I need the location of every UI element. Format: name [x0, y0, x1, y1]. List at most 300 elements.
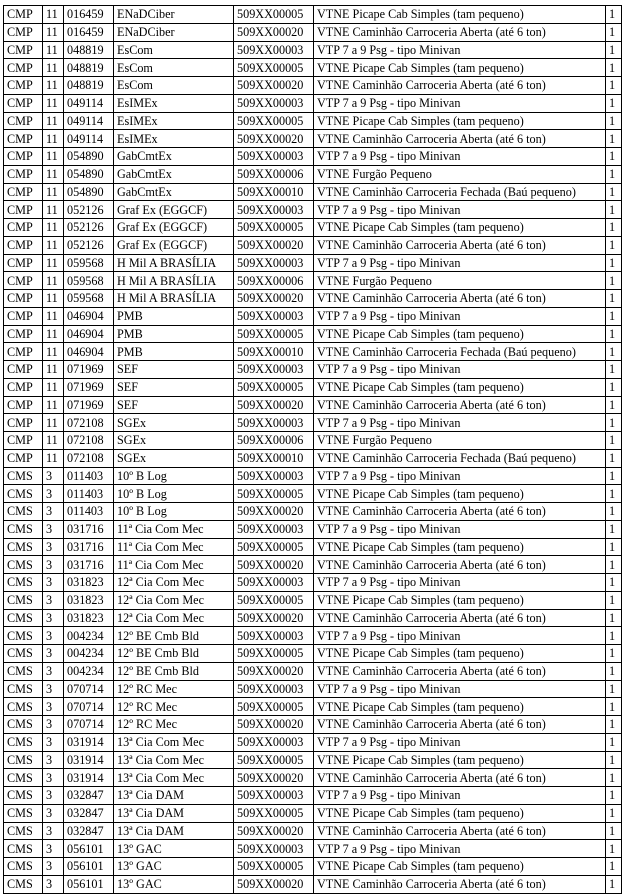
unit-name-cell: Graf Ex (EGGCF): [114, 219, 234, 237]
table-row: [4, 627, 622, 645]
item-code-cell: 509XX00003: [234, 307, 314, 325]
unit-name-cell: 11ª Cia Com Mec: [114, 520, 234, 538]
item-code-cell: 509XX00003: [234, 254, 314, 272]
unit-name-cell: 13ª Cia DAM: [114, 804, 234, 822]
unit-name-cell: 12º RC Mec: [114, 698, 234, 716]
unit-code-cell: 032847: [64, 787, 114, 805]
vehicle-description-cell: VTNE Caminhão Carroceria Aberta (até 6 ton): [314, 769, 606, 787]
quantity-cell: 1: [606, 449, 622, 467]
quantity-cell: 1: [606, 556, 622, 574]
unit-name-cell: 12º BE Cmb Bld: [114, 645, 234, 663]
vehicle-description-cell: VTP 7 a 9 Psg - tipo Minivan: [314, 467, 606, 485]
vehicle-description-cell: VTNE Caminhão Carroceria Aberta (até 6 ton): [314, 503, 606, 521]
table-row: [4, 787, 622, 805]
item-code-cell: 509XX00003: [234, 840, 314, 858]
region-cell: 3: [43, 698, 64, 716]
region-cell: 3: [43, 538, 64, 556]
region-cell: 11: [43, 396, 64, 414]
quantity-cell: 1: [606, 538, 622, 556]
command-cell: CMP: [4, 6, 43, 24]
region-cell: 3: [43, 716, 64, 734]
command-cell: CMS: [4, 840, 43, 858]
quantity-cell: 1: [606, 432, 622, 450]
quantity-cell: 1: [606, 858, 622, 876]
unit-name-cell: 13ª Cia Com Mec: [114, 769, 234, 787]
quantity-cell: 1: [606, 343, 622, 361]
unit-name-cell: ENaDCiber: [114, 6, 234, 24]
command-cell: CMS: [4, 485, 43, 503]
vehicle-description-cell: VTNE Picape Cab Simples (tam pequeno): [314, 485, 606, 503]
command-cell: CMS: [4, 804, 43, 822]
command-cell: CMP: [4, 59, 43, 77]
vehicle-description-cell: VTP 7 a 9 Psg - tipo Minivan: [314, 94, 606, 112]
unit-code-cell: 031823: [64, 609, 114, 627]
item-code-cell: 509XX00020: [234, 875, 314, 893]
vehicle-description-cell: VTNE Caminhão Carroceria Aberta (até 6 ton): [314, 716, 606, 734]
vehicle-description-cell: VTP 7 a 9 Psg - tipo Minivan: [314, 254, 606, 272]
region-cell: 3: [43, 591, 64, 609]
unit-code-cell: 031716: [64, 538, 114, 556]
vehicle-description-cell: VTP 7 a 9 Psg - tipo Minivan: [314, 361, 606, 379]
unit-name-cell: SGEx: [114, 449, 234, 467]
quantity-cell: 1: [606, 520, 622, 538]
unit-code-cell: 032847: [64, 822, 114, 840]
vehicle-description-cell: VTNE Caminhão Carroceria Aberta (até 6 ton): [314, 23, 606, 41]
table-row: [4, 254, 622, 272]
quantity-cell: 1: [606, 201, 622, 219]
unit-code-cell: 011403: [64, 467, 114, 485]
quantity-cell: 1: [606, 503, 622, 521]
unit-code-cell: 059568: [64, 254, 114, 272]
command-cell: CMS: [4, 751, 43, 769]
table-row: [4, 396, 622, 414]
unit-code-cell: 072108: [64, 449, 114, 467]
table-row: [4, 6, 622, 24]
table-row: [4, 449, 622, 467]
command-cell: CMS: [4, 520, 43, 538]
command-cell: CMS: [4, 769, 43, 787]
unit-code-cell: 046904: [64, 325, 114, 343]
unit-code-cell: 011403: [64, 503, 114, 521]
quantity-cell: 1: [606, 485, 622, 503]
item-code-cell: 509XX00020: [234, 236, 314, 254]
unit-name-cell: SEF: [114, 396, 234, 414]
quantity-cell: 1: [606, 290, 622, 308]
quantity-cell: 1: [606, 574, 622, 592]
unit-code-cell: 070714: [64, 716, 114, 734]
vehicle-description-cell: VTNE Caminhão Carroceria Aberta (até 6 ton): [314, 290, 606, 308]
quantity-cell: 1: [606, 23, 622, 41]
unit-code-cell: 054890: [64, 165, 114, 183]
command-cell: CMP: [4, 449, 43, 467]
unit-name-cell: 13ª Cia Com Mec: [114, 751, 234, 769]
region-cell: 11: [43, 201, 64, 219]
item-code-cell: 509XX00020: [234, 290, 314, 308]
region-cell: 11: [43, 112, 64, 130]
item-code-cell: 509XX00005: [234, 219, 314, 237]
item-code-cell: 509XX00003: [234, 148, 314, 166]
quantity-cell: 1: [606, 662, 622, 680]
region-cell: 3: [43, 769, 64, 787]
unit-code-cell: 056101: [64, 875, 114, 893]
table-row: [4, 59, 622, 77]
table-row: [4, 485, 622, 503]
unit-name-cell: 13º GAC: [114, 858, 234, 876]
item-code-cell: 509XX00003: [234, 94, 314, 112]
unit-code-cell: 070714: [64, 680, 114, 698]
item-code-cell: 509XX00003: [234, 41, 314, 59]
vehicle-allocation-table: [3, 5, 622, 894]
table-row: [4, 520, 622, 538]
vehicle-description-cell: VTNE Picape Cab Simples (tam pequeno): [314, 591, 606, 609]
unit-code-cell: 031716: [64, 556, 114, 574]
unit-name-cell: H Mil A BRASÍLIA: [114, 254, 234, 272]
command-cell: CMP: [4, 77, 43, 95]
quantity-cell: 1: [606, 94, 622, 112]
vehicle-description-cell: VTNE Caminhão Carroceria Aberta (até 6 ton): [314, 662, 606, 680]
vehicle-description-cell: VTNE Picape Cab Simples (tam pequeno): [314, 325, 606, 343]
item-code-cell: 509XX00020: [234, 77, 314, 95]
command-cell: CMP: [4, 396, 43, 414]
command-cell: CMP: [4, 361, 43, 379]
region-cell: 3: [43, 751, 64, 769]
item-code-cell: 509XX00020: [234, 769, 314, 787]
vehicle-description-cell: VTNE Picape Cab Simples (tam pequeno): [314, 751, 606, 769]
region-cell: 11: [43, 378, 64, 396]
unit-name-cell: 10º B Log: [114, 503, 234, 521]
table-row: [4, 698, 622, 716]
table-row: [4, 201, 622, 219]
region-cell: 11: [43, 254, 64, 272]
vehicle-description-cell: VTNE Furgão Pequeno: [314, 165, 606, 183]
quantity-cell: 1: [606, 822, 622, 840]
command-cell: CMP: [4, 325, 43, 343]
unit-code-cell: 046904: [64, 307, 114, 325]
unit-code-cell: 031716: [64, 520, 114, 538]
command-cell: CMS: [4, 627, 43, 645]
unit-code-cell: 049114: [64, 94, 114, 112]
region-cell: 11: [43, 6, 64, 24]
region-cell: 11: [43, 219, 64, 237]
unit-name-cell: EsIMEx: [114, 112, 234, 130]
region-cell: 3: [43, 645, 64, 663]
table-row: [4, 609, 622, 627]
command-cell: CMS: [4, 556, 43, 574]
unit-name-cell: 11ª Cia Com Mec: [114, 538, 234, 556]
table-row: [4, 112, 622, 130]
vehicle-description-cell: VTP 7 a 9 Psg - tipo Minivan: [314, 201, 606, 219]
item-code-cell: 509XX00020: [234, 23, 314, 41]
unit-name-cell: SGEx: [114, 432, 234, 450]
region-cell: 11: [43, 307, 64, 325]
quantity-cell: 1: [606, 130, 622, 148]
table-row: [4, 858, 622, 876]
table-row: [4, 414, 622, 432]
item-code-cell: 509XX00003: [234, 467, 314, 485]
region-cell: 11: [43, 94, 64, 112]
quantity-cell: 1: [606, 733, 622, 751]
vehicle-description-cell: VTNE Picape Cab Simples (tam pequeno): [314, 219, 606, 237]
table-row: [4, 325, 622, 343]
region-cell: 11: [43, 290, 64, 308]
command-cell: CMS: [4, 698, 43, 716]
unit-code-cell: 048819: [64, 77, 114, 95]
unit-code-cell: 031914: [64, 769, 114, 787]
table-row: [4, 378, 622, 396]
region-cell: 3: [43, 467, 64, 485]
unit-code-cell: 031914: [64, 733, 114, 751]
unit-name-cell: SEF: [114, 378, 234, 396]
vehicle-description-cell: VTNE Picape Cab Simples (tam pequeno): [314, 698, 606, 716]
item-code-cell: 509XX00006: [234, 432, 314, 450]
command-cell: CMS: [4, 574, 43, 592]
unit-code-cell: 054890: [64, 148, 114, 166]
quantity-cell: 1: [606, 769, 622, 787]
table-row: [4, 503, 622, 521]
quantity-cell: 1: [606, 59, 622, 77]
vehicle-description-cell: VTP 7 a 9 Psg - tipo Minivan: [314, 41, 606, 59]
command-cell: CMS: [4, 503, 43, 521]
unit-code-cell: 059568: [64, 272, 114, 290]
table-row: [4, 840, 622, 858]
vehicle-description-cell: VTNE Picape Cab Simples (tam pequeno): [314, 378, 606, 396]
table-row: [4, 23, 622, 41]
vehicle-description-cell: VTNE Caminhão Carroceria Fechada (Baú pequeno): [314, 183, 606, 201]
unit-name-cell: Graf Ex (EGGCF): [114, 201, 234, 219]
table-row: [4, 41, 622, 59]
table-row: [4, 432, 622, 450]
table-row: [4, 875, 622, 893]
item-code-cell: 509XX00020: [234, 396, 314, 414]
item-code-cell: 509XX00003: [234, 201, 314, 219]
item-code-cell: 509XX00020: [234, 822, 314, 840]
command-cell: CMS: [4, 591, 43, 609]
quantity-cell: 1: [606, 591, 622, 609]
quantity-cell: 1: [606, 680, 622, 698]
region-cell: 3: [43, 609, 64, 627]
unit-code-cell: 071969: [64, 361, 114, 379]
quantity-cell: 1: [606, 840, 622, 858]
region-cell: 3: [43, 662, 64, 680]
command-cell: CMS: [4, 822, 43, 840]
quantity-cell: 1: [606, 361, 622, 379]
unit-code-cell: 011403: [64, 485, 114, 503]
vehicle-description-cell: VTNE Picape Cab Simples (tam pequeno): [314, 112, 606, 130]
vehicle-description-cell: VTNE Caminhão Carroceria Aberta (até 6 ton): [314, 556, 606, 574]
vehicle-description-cell: VTP 7 a 9 Psg - tipo Minivan: [314, 787, 606, 805]
table-row: [4, 307, 622, 325]
quantity-cell: 1: [606, 236, 622, 254]
item-code-cell: 509XX00020: [234, 503, 314, 521]
vehicle-description-cell: VTNE Furgão Pequeno: [314, 432, 606, 450]
item-code-cell: 509XX00003: [234, 520, 314, 538]
quantity-cell: 1: [606, 325, 622, 343]
region-cell: 11: [43, 23, 64, 41]
region-cell: 3: [43, 733, 64, 751]
vehicle-description-cell: VTNE Caminhão Carroceria Fechada (Baú pequeno): [314, 449, 606, 467]
unit-code-cell: 031823: [64, 574, 114, 592]
command-cell: CMP: [4, 290, 43, 308]
table-row: [4, 822, 622, 840]
unit-code-cell: 071969: [64, 396, 114, 414]
unit-code-cell: 004234: [64, 645, 114, 663]
unit-name-cell: 12º BE Cmb Bld: [114, 662, 234, 680]
unit-name-cell: H Mil A BRASÍLIA: [114, 272, 234, 290]
command-cell: CMP: [4, 343, 43, 361]
quantity-cell: 1: [606, 875, 622, 893]
unit-name-cell: 12ª Cia Com Mec: [114, 609, 234, 627]
table-row: [4, 290, 622, 308]
quantity-cell: 1: [606, 6, 622, 24]
table-row: [4, 165, 622, 183]
item-code-cell: 509XX00020: [234, 556, 314, 574]
table-row: [4, 556, 622, 574]
region-cell: 11: [43, 414, 64, 432]
region-cell: 3: [43, 520, 64, 538]
vehicle-description-cell: VTNE Picape Cab Simples (tam pequeno): [314, 645, 606, 663]
unit-name-cell: GabCmtEx: [114, 165, 234, 183]
unit-code-cell: 048819: [64, 59, 114, 77]
region-cell: 3: [43, 787, 64, 805]
item-code-cell: 509XX00006: [234, 272, 314, 290]
unit-code-cell: 056101: [64, 840, 114, 858]
table-row: [4, 591, 622, 609]
vehicle-description-cell: VTNE Picape Cab Simples (tam pequeno): [314, 59, 606, 77]
region-cell: 11: [43, 449, 64, 467]
unit-name-cell: SEF: [114, 361, 234, 379]
item-code-cell: 509XX00005: [234, 858, 314, 876]
table-row: [4, 361, 622, 379]
vehicle-description-cell: VTP 7 a 9 Psg - tipo Minivan: [314, 148, 606, 166]
item-code-cell: 509XX00006: [234, 165, 314, 183]
command-cell: CMP: [4, 23, 43, 41]
quantity-cell: 1: [606, 716, 622, 734]
table-row: [4, 130, 622, 148]
unit-name-cell: PMB: [114, 343, 234, 361]
region-cell: 11: [43, 236, 64, 254]
vehicle-description-cell: VTP 7 a 9 Psg - tipo Minivan: [314, 680, 606, 698]
command-cell: CMP: [4, 254, 43, 272]
vehicle-description-cell: VTNE Caminhão Carroceria Aberta (até 6 ton): [314, 77, 606, 95]
region-cell: 11: [43, 130, 64, 148]
command-cell: CMP: [4, 130, 43, 148]
unit-code-cell: 016459: [64, 6, 114, 24]
unit-name-cell: EsIMEx: [114, 130, 234, 148]
unit-code-cell: 056101: [64, 858, 114, 876]
quantity-cell: 1: [606, 272, 622, 290]
region-cell: 11: [43, 432, 64, 450]
vehicle-description-cell: VTNE Caminhão Carroceria Aberta (até 6 ton): [314, 822, 606, 840]
item-code-cell: 509XX00003: [234, 733, 314, 751]
region-cell: 11: [43, 343, 64, 361]
quantity-cell: 1: [606, 609, 622, 627]
quantity-cell: 1: [606, 307, 622, 325]
command-cell: CMP: [4, 148, 43, 166]
table-row: [4, 769, 622, 787]
unit-code-cell: 031823: [64, 591, 114, 609]
table-row: [4, 538, 622, 556]
vehicle-description-cell: VTNE Caminhão Carroceria Aberta (até 6 ton): [314, 396, 606, 414]
command-cell: CMS: [4, 858, 43, 876]
command-cell: CMP: [4, 236, 43, 254]
quantity-cell: 1: [606, 645, 622, 663]
command-cell: CMP: [4, 307, 43, 325]
region-cell: 3: [43, 503, 64, 521]
region-cell: 11: [43, 59, 64, 77]
vehicle-description-cell: VTP 7 a 9 Psg - tipo Minivan: [314, 840, 606, 858]
command-cell: CMS: [4, 787, 43, 805]
command-cell: CMP: [4, 219, 43, 237]
unit-name-cell: 12º RC Mec: [114, 680, 234, 698]
unit-code-cell: 052126: [64, 236, 114, 254]
unit-name-cell: EsCom: [114, 59, 234, 77]
unit-code-cell: 059568: [64, 290, 114, 308]
item-code-cell: 509XX00005: [234, 538, 314, 556]
unit-name-cell: 11ª Cia Com Mec: [114, 556, 234, 574]
unit-code-cell: 046904: [64, 343, 114, 361]
unit-name-cell: SGEx: [114, 414, 234, 432]
table-body: [4, 6, 622, 894]
table-row: [4, 94, 622, 112]
vehicle-description-cell: VTNE Caminhão Carroceria Aberta (até 6 ton): [314, 875, 606, 893]
vehicle-description-cell: VTNE Picape Cab Simples (tam pequeno): [314, 6, 606, 24]
vehicle-description-cell: VTP 7 a 9 Psg - tipo Minivan: [314, 414, 606, 432]
item-code-cell: 509XX00005: [234, 804, 314, 822]
vehicle-description-cell: VTP 7 a 9 Psg - tipo Minivan: [314, 627, 606, 645]
table-row: [4, 219, 622, 237]
item-code-cell: 509XX00003: [234, 627, 314, 645]
region-cell: 11: [43, 41, 64, 59]
quantity-cell: 1: [606, 804, 622, 822]
command-cell: CMP: [4, 112, 43, 130]
table-row: [4, 77, 622, 95]
table-row: [4, 343, 622, 361]
region-cell: 11: [43, 361, 64, 379]
table-row: [4, 680, 622, 698]
table-row: [4, 183, 622, 201]
unit-code-cell: 072108: [64, 414, 114, 432]
item-code-cell: 509XX00010: [234, 183, 314, 201]
unit-code-cell: 004234: [64, 662, 114, 680]
region-cell: 3: [43, 804, 64, 822]
item-code-cell: 509XX00020: [234, 130, 314, 148]
region-cell: 11: [43, 325, 64, 343]
unit-name-cell: EsIMEx: [114, 94, 234, 112]
region-cell: 3: [43, 822, 64, 840]
vehicle-description-cell: VTNE Caminhão Carroceria Fechada (Baú pequeno): [314, 343, 606, 361]
item-code-cell: 509XX00020: [234, 662, 314, 680]
vehicle-description-cell: VTP 7 a 9 Psg - tipo Minivan: [314, 574, 606, 592]
unit-code-cell: 052126: [64, 219, 114, 237]
unit-name-cell: 13ª Cia Com Mec: [114, 733, 234, 751]
region-cell: 11: [43, 183, 64, 201]
region-cell: 11: [43, 77, 64, 95]
quantity-cell: 1: [606, 698, 622, 716]
table-row: [4, 804, 622, 822]
vehicle-description-cell: VTNE Furgão Pequeno: [314, 272, 606, 290]
unit-name-cell: EsCom: [114, 41, 234, 59]
command-cell: CMP: [4, 165, 43, 183]
item-code-cell: 509XX00005: [234, 751, 314, 769]
vehicle-description-cell: VTNE Picape Cab Simples (tam pequeno): [314, 804, 606, 822]
table-row: [4, 733, 622, 751]
unit-name-cell: Graf Ex (EGGCF): [114, 236, 234, 254]
table-row: [4, 148, 622, 166]
unit-code-cell: 072108: [64, 432, 114, 450]
command-cell: CMS: [4, 716, 43, 734]
region-cell: 3: [43, 858, 64, 876]
command-cell: CMP: [4, 432, 43, 450]
